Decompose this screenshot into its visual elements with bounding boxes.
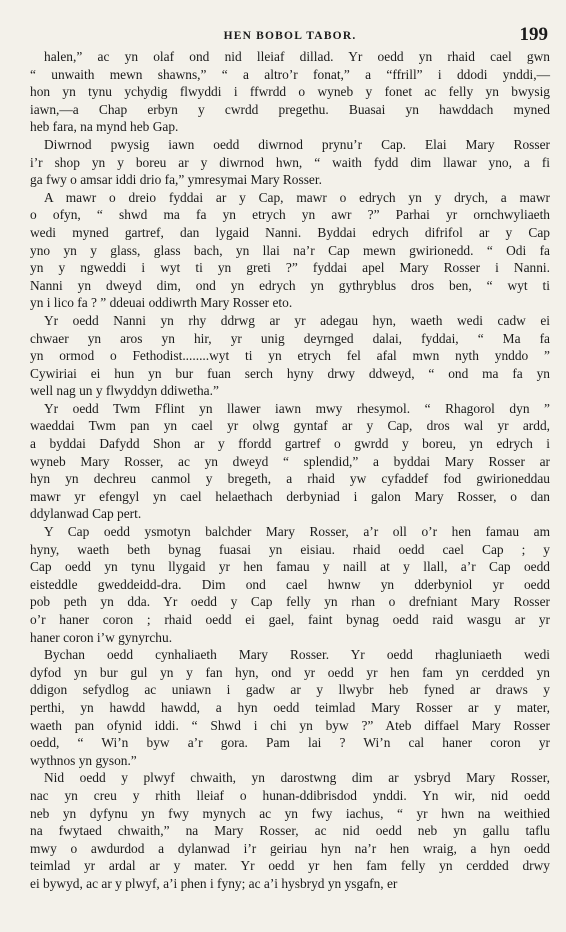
- text-line: Diwrnod pwysig iawn oedd diwrnod prynu’r Cap. Elai Mary Rosser: [44, 136, 550, 152]
- text-line: dyfod yn bur gul yn y fan hyn, ond yr oedd yr hen fam yn cerdded yn: [30, 664, 550, 680]
- text-line: haner coron i’w gynyrchu.: [30, 629, 173, 645]
- text-line: eisteddle gweddeidd-dra. Dim ond cael hwnw yn dderbyniol yr oedd: [30, 576, 550, 592]
- text-line: yno yn y glass, glass bach, yn llai na’r Cap mewn gwirionedd. “ Odi fa: [30, 242, 550, 258]
- text-line: pob peth yn dda. Yr oedd y Cap felly yn rhan o drefniant Mary Rosser: [30, 594, 550, 610]
- text-line: oedd, “ Wi’n byw a’r gora. Pam lai ? Wi’n cal haner coron yr: [30, 735, 550, 751]
- page-header: [30, 22, 550, 48]
- text-line: hon yn tynu ychydig flwyddi i ffwrdd o wyneb y fonet ac felly yn bwysig: [30, 84, 550, 100]
- text-line: Y Cap oedd ysmotyn balchder Mary Rosser, a’r oll o’r hen famau am: [44, 524, 550, 540]
- text-line: Bychan oedd cynhaliaeth Mary Rosser. Yr oedd rhagluniaeth wedi: [44, 647, 550, 663]
- text-line: teimlad yr ardal ar y mater. Yr oedd yr hen fam felly yn cerdded drwy: [30, 858, 550, 874]
- text-line: heb fara, na mynd heb Gap.: [30, 119, 179, 135]
- text-line: o ofyn, “ shwd ma fa yn etrych yn awr ?” Parhai yr ornchwyliaeth: [30, 207, 550, 223]
- text-line: mwy o awdurdod a dylanwad i’r geiriau hyn na’r hen wraig, a hyn oedd: [30, 840, 550, 856]
- text-line: mawr yr efengyl yn cael helaethach derbyniad i galon Mary Rosser, o dan: [30, 488, 550, 504]
- text-line: yn i lico fa ? ” ddeuai oddiwrth Mary Rosser eto.: [30, 295, 293, 311]
- text-line: yn y ngweddi i wyt ti yn greti ?” fyddai apel Mary Rosser i Nanni.: [30, 260, 550, 276]
- page-number: 199: [519, 24, 548, 45]
- text-line: neb yn dyfynu yn fwy mynych ac yn fwy iachus, “ yr hwn na weithied: [30, 805, 550, 821]
- paragraph: [30, 136, 550, 189]
- text-line: waeth pan ofynid iddi. “ Shwd i chi yn byw ?” Ateb diffael Mary Rosser: [30, 717, 550, 733]
- paragraph: [30, 769, 550, 892]
- text-line: iawn,—a Chap erbyn y cwrdd pregethu. Buasai yn hawddach myned: [30, 101, 550, 117]
- text-line: ddigon sefydlog ac uniawn i gadw ar y llwybr heb fyned ar draws y: [30, 682, 550, 698]
- text-line: na fwytaed chwaith,” na Mary Rosser, ac nid oedd neb yn gallu taflu: [30, 823, 550, 839]
- text-line: “ unwaith mewn shawns,” “ a altro’r fonat,” a “ffrill” i ddodi ynddi,—: [30, 66, 550, 82]
- text-line: well nag un y flwyddyn ddiwetha.”: [30, 383, 219, 399]
- text-line: hyny, waeth beth bynag fuasai yn eisiau. rhaid oedd cael Cap ; y: [30, 541, 550, 557]
- text-line: chwaer yn aros yn hir, yr unig deyrnged dalai, fyddai, “ Ma fa: [30, 330, 550, 346]
- paragraph: [30, 189, 550, 312]
- paragraph: [30, 400, 550, 523]
- body-text: [30, 48, 550, 893]
- paragraph: [30, 646, 550, 769]
- text-line: yn ormod o Fethodist........wyt ti yn etrych fel afal mwn nyth ynddo ”: [30, 348, 550, 364]
- text-line: Yr oedd Twm Fflint yn llawer iawn mwy rhesymol. “ Rhagorol dyn ”: [44, 400, 550, 416]
- text-line: waeddai Twm pan yn cael yr olwg gyntaf ar y Cap, dros wal yr ardd,: [30, 418, 550, 434]
- text-line: Cap oedd yn tynu llygaid yr hen famau y naill at y llall, a’r Cap oedd: [30, 559, 550, 575]
- text-line: perthi, yn hawdd hawdd, a hyn oedd teimlad Mary Rosser ar y mater,: [30, 699, 550, 715]
- paragraph: [30, 48, 550, 136]
- text-line: A mawr o dreio fyddai ar y Cap, mawr o edrych yn y drych, a mawr: [44, 189, 550, 205]
- text-line: ddylanwad Cap pert.: [30, 506, 142, 522]
- text-line: Nid oedd y plwyf chwaith, yn darostwng dim ar ysbryd Mary Rosser,: [44, 770, 550, 786]
- text-line: halen,” ac yn olaf ond nid lleiaf dillad. Yr oedd yn rhaid cael gwn: [44, 49, 550, 64]
- text-line: o’r haner coron ; rhaid oedd ei gael, faint bynag oedd raid wasgu ar yr: [30, 612, 550, 627]
- text-line: a byddai Dafydd Shon ar y ffordd gartref o gwrdd y boreu, yn edrych i: [30, 436, 550, 452]
- text-line: wythnos yn gyson.”: [30, 752, 137, 768]
- paragraph: [30, 523, 550, 646]
- text-line: i’r shop yn y boreu ar y diwrnod hwn, “ waith fydd dim llawar yno, a fi: [30, 154, 550, 170]
- paragraph: [30, 312, 550, 400]
- text-line: ei bywyd, ac ar y plwyf, a’i phen i fyny; ac a’i hysbryd yn ysgafn, er: [30, 875, 398, 891]
- text-line: wedi myned gartref, dan lygaid Nanni. Byddai edrych difrifol ar y Cap: [30, 224, 550, 240]
- text-line: ga fwy o amsar iddi drio fa,” ymresymai Mary Rosser.: [30, 172, 322, 188]
- text-line: Nanni yn dweyd dim, ond yn edrych yn gythryblus dros ben, “ wyt ti: [30, 277, 550, 293]
- text-line: nac yn creu y rhith lleiaf o hunan-ddibrisdod ynddi. Yn wir, nid oedd: [30, 787, 550, 803]
- text-line: wyneb Mary Rosser, ac yn dweyd “ splendid,” a byddai Mary Rosser ar: [30, 453, 550, 469]
- running-title: HEN BOBOL TABOR.: [223, 30, 357, 42]
- text-line: Cywiriai ei hun yn bur fuan serch hyny drwy ddweyd, “ ond ma fa yn: [30, 365, 550, 381]
- text-line: Yr oedd Nanni yn rhy ddrwg ar yr adegau hyn, waeth wedi cadw ei: [44, 312, 550, 328]
- text-line: hyn yn dechreu canmol y bregeth, a rhaid yw cyfaddef fod gwirioneddau: [30, 471, 550, 487]
